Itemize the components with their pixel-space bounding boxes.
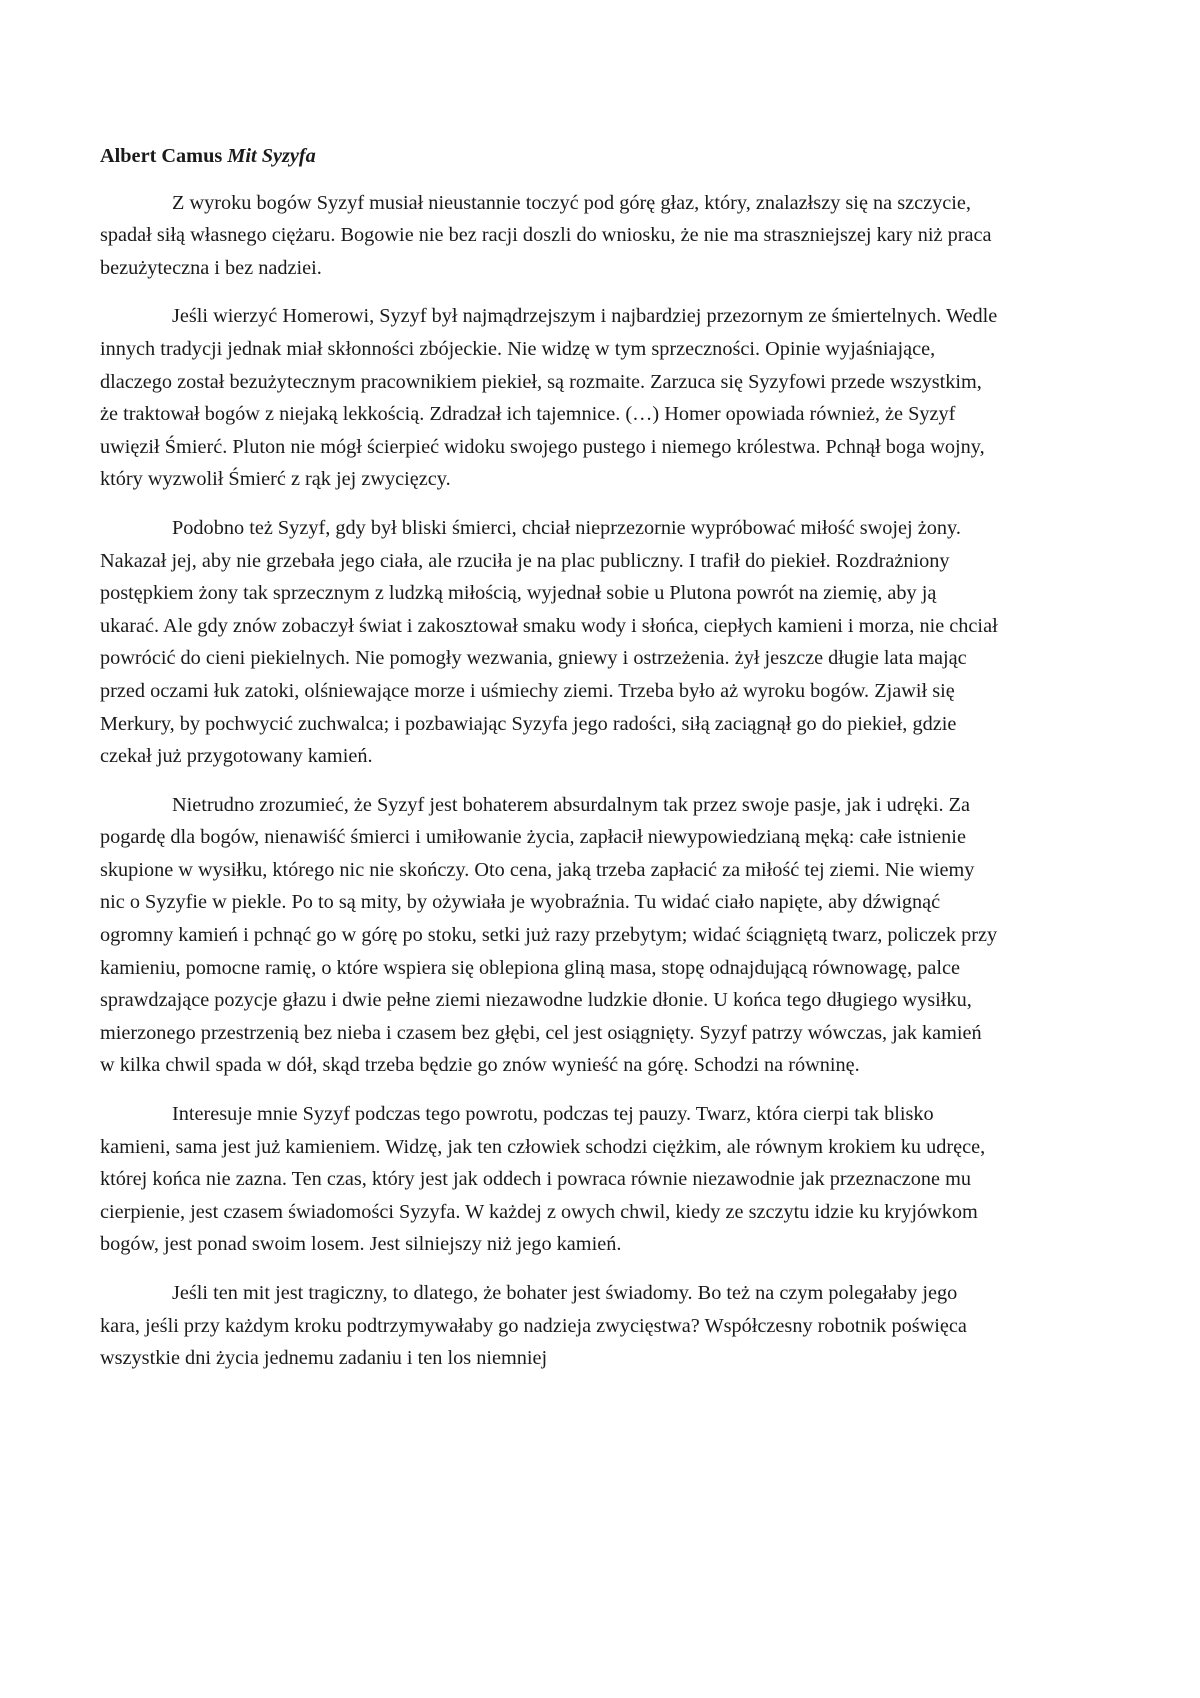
document-body <box>100 140 1000 1391</box>
paragraph-4: Nietrudno zrozumieć, że Syzyf jest bohaterem absurdalnym tak przez swoje pasje, jak i udręki. Za pogardę dla bogów, nienawiść śmierci i umiłowanie życia, zapłacił niewypowiedzianą męką: całe istnienie skupione w wysiłku, którego nic nie skończy. Oto cena, jaką trzeba zapłacić za miłość tej ziemi. Nie wiemy nic o Syzyfie w piekle. Po to są mity, by ożywiała je wyobraźnia. Tu widać ciało napięte, aby dźwignąć ogromny kamień i pchnąć go w górę po stoku, setki już razy przebytym; widać ściągniętą twarz, policzek przy kamieniu, pomocne ramię, o które wspiera się oblepiona gliną masa, stopę odnajdującą równowagę, palce sprawdzające pozycje głazu i dwie pełne ziemi niezawodne ludzkie dłonie. U końca tego długiego wysiłku, mierzonego przestrzenią bez nieba i czasem bez głębi, cel jest osiągnięty. Syzyf patrzy wówczas, jak kamień w kilka chwil spada w dół, skąd trzeba będzie go znów wynieść na górę. Schodzi na równinę. <box>100 793 998 1077</box>
paragraph-6: Jeśli ten mit jest tragiczny, to dlatego, że bohater jest świadomy. Bo też na czym polegałaby jego kara, jeśli przy każdym kroku podtrzymywałaby go nadzieja zwycięstwa? Współczesny robotnik poświęca wszystkie dni życia jednemu zadaniu i ten los niemniej <box>100 1282 967 1370</box>
paragraph-5: Interesuje mnie Syzyf podczas tego powrotu, podczas tej pauzy. Twarz, która cierpi tak blisko kamieni, sama jest już kamieniem. Widzę, jak ten człowiek schodzi ciężkim, ale równym krokiem ku udręce, której końca nie zazna. Ten czas, który jest jak oddech i powraca równie niezawodnie jak przeznaczone mu cierpienie, jest czasem świadomości Syzyfa. W każdej z owych chwil, kiedy ze szczytu idzie ku kryjówkom bogów, jest ponad swoim losem. Jest silniejszy niż jego kamień. <box>100 1103 986 1256</box>
paragraph-2: Jeśli wierzyć Homerowi, Syzyf był najmądrzejszym i najbardziej przezornym ze śmiertelnych. Wedle innych tradycji jednak miał skłonności zbójeckie. Nie widzę w tym sprzeczności. Opinie wyjaśniające, dlaczego został bezużytecznym pracownikiem piekieł, są rozmaite. Zarzuca się Syzyfowi przede wszystkim, że traktował bogów z niejaką lekkością. Zdradzał ich tajemnice. (…) Homer opowiada również, że Syzyf uwięził Śmierć. Pluton nie mógł ścierpieć widoku swojego pustego i niemego królestwa. Pchnął boga wojny, który wyzwolił Śmierć z rąk jej zwycięzcy. <box>100 305 998 491</box>
title-author: Albert Camus <box>100 145 223 167</box>
paragraph-3: Podobno też Syzyf, gdy był bliski śmierci, chciał nieprzezornie wypróbować miłość swojej żony. Nakazał jej, aby nie grzebała jego ciała, ale rzuciła je na plac publiczny. I trafił do piekieł. Rozdrażniony postępkiem żony tak sprzecznym z ludzką miłością, wyjednał sobie u Plutona powrót na ziemię, aby ją ukarać. Ale gdy znów zobaczył świat i zakosztował smaku wody i słońca, ciepłych kamieni i morza, nie chciał powrócić do cieni piekielnych. Nie pomogły wezwania, gniewy i ostrzeżenia. żył jeszcze długie lata mając przed oczami łuk zatoki, olśniewające morze i uśmiechy ziemi. Trzeba było aż wyroku bogów. Zjawił się Merkury, by pochwycić zuchwalca; i pozbawiając Syzyfa jego radości, siłą zaciągnął go do piekieł, gdzie czekał już przygotowany kamień. <box>100 516 998 768</box>
paragraph-1: Z wyroku bogów Syzyf musiał nieustannie toczyć pod górę głaz, który, znalazłszy się na szczycie, spadał siłą własnego ciężaru. Bogowie nie bez racji doszli do wniosku, że nie ma straszniejszej kary niż praca bezużyteczna i bez nadziei. <box>100 191 992 279</box>
title-work: Mit Syzyfa <box>227 145 316 167</box>
document-title <box>100 140 1000 173</box>
